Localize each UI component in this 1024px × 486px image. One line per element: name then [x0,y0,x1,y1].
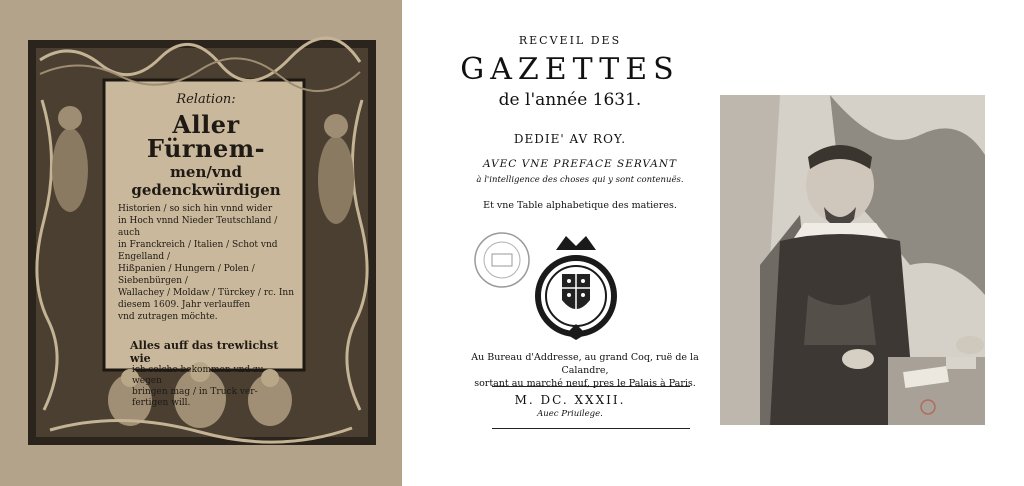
publication-date: M. DC. XXXII. [514,393,626,407]
closing-line: bringen mag / in Truck ver- [132,387,258,397]
recueil-label: RECVEIL DES [518,34,622,47]
gazettes-title: GAZETTES [460,52,680,87]
body-line: vnd zutragen möchte. [118,312,218,322]
publisher-address [460,351,710,390]
portrait-engraving [720,95,985,425]
title-subheading: men/vnd gedenckwürdigen [131,163,281,199]
left-soldier-figure [52,128,88,212]
privilege-line: Auec Priuilege. [537,409,603,419]
divider-top [492,386,690,387]
title-heading: Aller Fürnem- [146,110,266,163]
body-line: diesem 1609. Jahr verlauffen [118,300,251,310]
preface-line: AVEC VNE PREFACE SERVANT [482,158,678,170]
body-line: Hißpanien / Hungern / Polen / Siebenbürgen / [118,264,255,286]
closing-line: ich solche bekommen vnd zu wegen [132,365,264,386]
address-line: sortant au marché neuf, pres le Palais à Paris. [474,378,696,389]
closing-heading: Alles auff das trewlichst wie [130,339,279,365]
address-line: Au Bureau d'Addresse, au grand Coq, ruë de la Calandre, [471,352,699,376]
body-line: in Franckreich / Italien / Schot vnd Engelland / [118,240,278,262]
title-body [112,203,300,323]
sitter-hand [842,349,874,369]
relation-label: Relation: [176,92,236,107]
relation-title-page [0,0,402,486]
intelligence-line: à l'intelligence des choses qui y sont contenuës. [476,175,684,185]
closing-body [112,365,282,409]
divider-bottom [492,428,690,429]
body-line: in Hoch vnnd Nieder Teutschland / auch [118,216,278,238]
right-soldier-figure [318,136,354,224]
year-line: de l'année 1631. [498,90,642,110]
royal-coat-of-arms [526,228,626,343]
body-line: Wallachey / Moldaw / Türckey / rc. Inn [118,288,295,298]
gazettes-title-page [420,20,720,450]
body-line: Historien / so sich hin vnnd wider [118,204,273,214]
dedication-line: DEDIE' AV ROY. [513,132,627,146]
closing-line: fertigen will. [132,398,191,408]
table-line: Et vne Table alphabetique des matieres. [483,200,677,211]
library-stamp [472,230,532,290]
portrait-image [720,95,985,425]
